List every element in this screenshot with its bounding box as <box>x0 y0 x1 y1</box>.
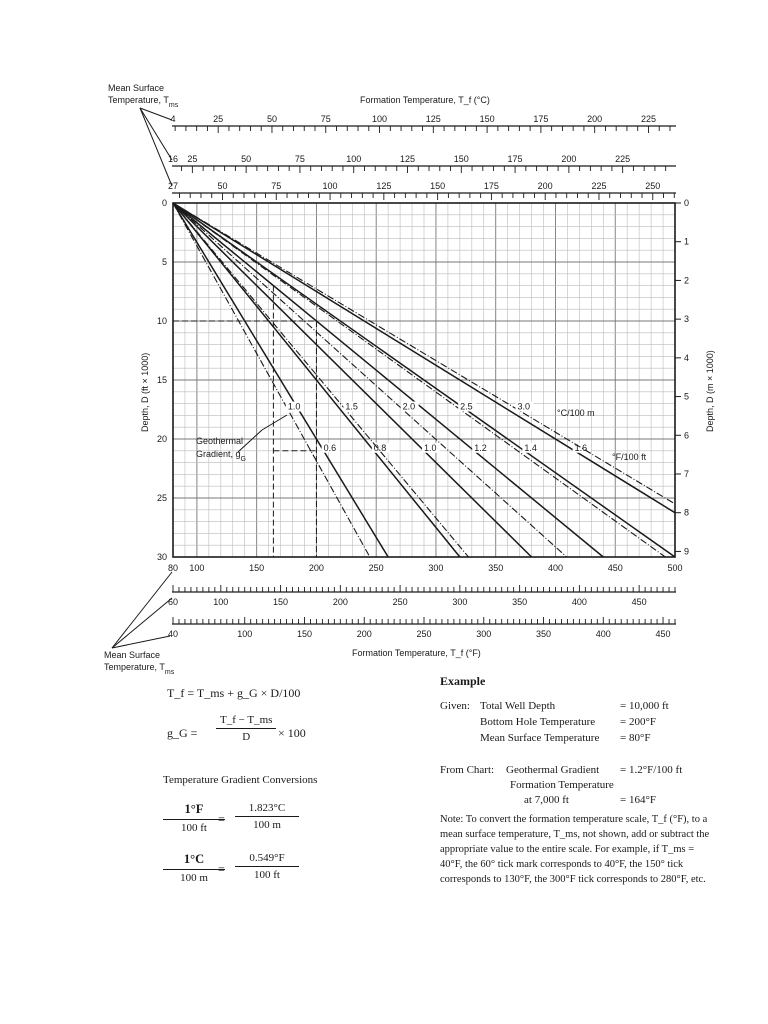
celsius-scale-2-tick-label: 200 <box>561 154 577 164</box>
conversion-2-left <box>163 852 225 884</box>
x-tick-label: 250 <box>368 563 384 573</box>
celsius-scale-3-tick-label: 150 <box>430 181 446 191</box>
given-label: Given: <box>440 700 470 712</box>
y-right-tick-label: 9 <box>684 546 690 557</box>
x-tick-label: 150 <box>249 563 265 573</box>
celsius-scale-3-tick-label: 50 <box>217 181 228 191</box>
x-axis-label-bottom: Formation Temperature, T_f (°F) <box>352 648 481 658</box>
geothermal-label-2: Gradient, $g_G$ <box>196 449 246 463</box>
gradient-label-C-2.0: 2.0 <box>402 401 416 412</box>
y-right-tick-label: 0 <box>684 198 690 208</box>
gradient-unit-c: °C/100 m <box>557 408 595 418</box>
celsius-scale-1-tick-label: 75 <box>320 114 331 124</box>
conv1-left-num: 1°F <box>163 802 225 820</box>
from-chart-label: From Chart: <box>440 764 495 776</box>
gradient-label-F-1.2: 1.2 <box>474 442 487 453</box>
fahrenheit-scale-3-tick-label: 250 <box>416 629 432 639</box>
x-tick-label: 80 <box>167 563 179 573</box>
formula-gg-lhs: g_G = <box>167 726 198 740</box>
y-tick-label: 30 <box>156 552 167 562</box>
x-tick-label: 450 <box>607 563 623 573</box>
celsius-scale-1-tick-label: 50 <box>266 114 277 124</box>
celsius-scale-1-tick-label: 25 <box>213 114 224 124</box>
formula-tf: T_f = T_ms + g_G × D/100 <box>167 686 301 700</box>
celsius-scale-3-tick-label: 100 <box>322 181 338 191</box>
conv1-left-den: 100 ft <box>181 822 207 834</box>
example-title: Example <box>440 674 486 688</box>
celsius-scale-1-tick-label: 200 <box>587 114 603 124</box>
fahrenheit-scale-2-tick-label: 250 <box>392 597 408 607</box>
fahrenheit-scale-3-tick-label: 400 <box>595 629 611 639</box>
y-right-tick-label: 5 <box>684 391 690 402</box>
conversion-1-right <box>235 802 299 831</box>
conversion-title: Temperature Gradient Conversions <box>163 774 318 786</box>
x-tick-label: 200 <box>308 563 324 573</box>
y-tick-label: 20 <box>156 434 167 444</box>
given-2-value: = 200°F <box>620 716 656 728</box>
fahrenheit-scale-3-tick-label: 200 <box>356 629 372 639</box>
fahrenheit-scale-2-tick-label: 400 <box>571 597 587 607</box>
conv2-equals: = <box>218 862 225 876</box>
x-axis-label-top: Formation Temperature, T_f (°C) <box>360 95 490 105</box>
conv2-right-num: 0.549°F <box>235 852 299 867</box>
gradient-label-F-0.8: 0.8 <box>373 442 387 453</box>
x-tick-label: 500 <box>667 563 683 573</box>
from-1: Geothermal Gradient <box>506 764 600 776</box>
y-right-tick-label: 7 <box>684 468 690 479</box>
formula-gg-fraction <box>216 714 276 743</box>
x-tick-label: 350 <box>488 563 504 573</box>
given-1-value: = 10,000 ft <box>620 700 669 712</box>
celsius-scale-2-tick-label: 175 <box>507 154 523 164</box>
fahrenheit-scale-2-tick-label: 100 <box>213 597 229 607</box>
gradient-label-F-1.6: 1.6 <box>574 442 588 453</box>
gradient-label-C-1.5: 1.5 <box>345 401 358 412</box>
fahrenheit-scale-2-tick-label: 60 <box>167 597 179 607</box>
mean-surface-temp-label-bottom: Mean Surface <box>104 650 161 660</box>
example-note: Note: To convert the formation temperature scale, T_f (°F), to a mean surface temperature, T_ms, not shown, add or subtract the appropriate value to the entire scale. For example, if T_ms = 40°F, the 60° tick mark corresponds to 40°F, the 150° tick corresponds to 130°F, the 300°F tick corresponds to 280°F, etc. <box>440 814 710 885</box>
fahrenheit-scale-2-tick-label: 350 <box>512 597 528 607</box>
conv2-right-den: 100 ft <box>254 869 280 881</box>
gradient-label-F-1.0: 1.0 <box>424 442 437 453</box>
fahrenheit-scale-3-tick-label: 300 <box>476 629 492 639</box>
conv1-right-den: 100 m <box>253 819 281 831</box>
fahrenheit-scale-2-tick-label: 150 <box>273 597 289 607</box>
y-right-tick-label: 4 <box>684 352 690 363</box>
celsius-scale-3-tick-label: 175 <box>483 181 499 191</box>
celsius-scale-3-tick-label: 27 <box>167 181 179 191</box>
celsius-scale-1-tick-label: 225 <box>640 114 656 124</box>
celsius-scale-2-tick-label: 100 <box>346 154 362 164</box>
mean-surface-temp-label-top-2: Temperature, $T_{ms}$ <box>108 95 179 109</box>
y-right-tick-label: 8 <box>684 507 690 518</box>
x-tick-label: 400 <box>547 563 563 573</box>
fahrenheit-scale-2-tick-label: 450 <box>631 597 647 607</box>
formula-gg-denominator: D <box>242 731 251 743</box>
celsius-scale-1-tick-label: 125 <box>425 114 441 124</box>
conv1-right-num: 1.823°C <box>235 802 299 817</box>
conv2-left-num: 1°C <box>163 852 225 870</box>
y-axis-label-right: Depth, D (m × 1000) <box>705 350 715 432</box>
y-right-tick-label: 3 <box>684 314 690 325</box>
y-tick-label: 15 <box>156 375 167 385</box>
celsius-scale-2-tick-label: 50 <box>241 154 252 164</box>
conv2-left-den: 100 m <box>180 872 208 884</box>
celsius-scale-3-tick-label: 125 <box>376 181 392 191</box>
gradient-label-C-2.5: 2.5 <box>460 401 473 412</box>
celsius-scale-2-tick-label: 150 <box>453 154 469 164</box>
conversion-1-left <box>163 802 225 834</box>
y-tick-label: 5 <box>161 257 167 267</box>
fahrenheit-scale-2-tick-label: 200 <box>332 597 348 607</box>
formula-gg-rhs: × 100 <box>278 726 306 740</box>
y-axis-label-left: Depth, D (ft × 1000) <box>140 352 150 432</box>
gradient-label-C-3.0: 3.0 <box>517 401 531 412</box>
y-right-tick-label: 6 <box>684 430 690 441</box>
formula-gg-numerator: T_f − T_ms <box>216 714 276 729</box>
gradient-unit-f: °F/100 ft <box>612 452 647 462</box>
fahrenheit-scale-3-tick-label: 350 <box>536 629 552 639</box>
celsius-scale-2-tick-label: 225 <box>615 154 631 164</box>
celsius-scale-3-tick-label: 250 <box>645 181 661 191</box>
fahrenheit-scale-3-tick-label: 450 <box>655 629 671 639</box>
y-right-tick-label: 1 <box>684 236 690 247</box>
given-3: Mean Surface Temperature <box>480 732 600 744</box>
conversion-2-right <box>235 852 299 881</box>
from-1-value: = 1.2°F/100 ft <box>620 764 683 776</box>
fahrenheit-scale-3-tick-label: 100 <box>237 629 253 639</box>
y-tick-label: 25 <box>156 493 167 503</box>
from-3: at 7,000 ft <box>524 794 569 806</box>
y-right-tick-label: 2 <box>684 275 690 286</box>
geothermal-label-1: Geothermal <box>196 436 244 446</box>
mean-surface-temp-label-top: Mean Surface <box>108 83 165 93</box>
gradient-label-F-1.4: 1.4 <box>524 442 537 453</box>
celsius-scale-3-tick-label: 225 <box>591 181 607 191</box>
fahrenheit-scale-3-tick-label: 40 <box>167 629 179 639</box>
celsius-scale-1-tick-label: 100 <box>372 114 388 124</box>
y-tick-label: 10 <box>156 316 167 326</box>
temperature-scales <box>157 114 689 639</box>
given-3-value: = 80°F <box>620 732 651 744</box>
celsius-scale-1-tick-label: 175 <box>533 114 549 124</box>
mean-surface-temp-label-bottom-2: Temperature, $T_{ms}$ <box>104 662 175 676</box>
given-2: Bottom Hole Temperature <box>480 716 596 728</box>
given-1: Total Well Depth <box>480 700 556 712</box>
gradient-label-F-0.6: 0.6 <box>323 442 337 453</box>
fahrenheit-scale-2-tick-label: 300 <box>452 597 468 607</box>
fahrenheit-scale-3-tick-label: 150 <box>296 629 312 639</box>
x-tick-label: 300 <box>428 563 444 573</box>
celsius-scale-3-tick-label: 200 <box>537 181 553 191</box>
from-3-value: = 164°F <box>620 794 656 806</box>
celsius-scale-2-tick-label: 25 <box>187 154 198 164</box>
celsius-scale-2-tick-label: 75 <box>294 154 305 164</box>
celsius-scale-1-tick-label: 150 <box>479 114 495 124</box>
from-2: Formation Temperature <box>510 779 614 791</box>
gradient-label-C-1.0: 1.0 <box>287 401 301 412</box>
celsius-scale-2-tick-label: 125 <box>399 154 416 164</box>
celsius-scale-2-tick-label: 16 <box>167 154 179 164</box>
x-tick-label: 100 <box>189 563 205 573</box>
y-tick-label: 0 <box>161 198 167 208</box>
celsius-scale-1-tick-label: 4 <box>170 114 176 124</box>
conv1-equals: = <box>218 812 225 826</box>
celsius-scale-3-tick-label: 75 <box>271 181 282 191</box>
